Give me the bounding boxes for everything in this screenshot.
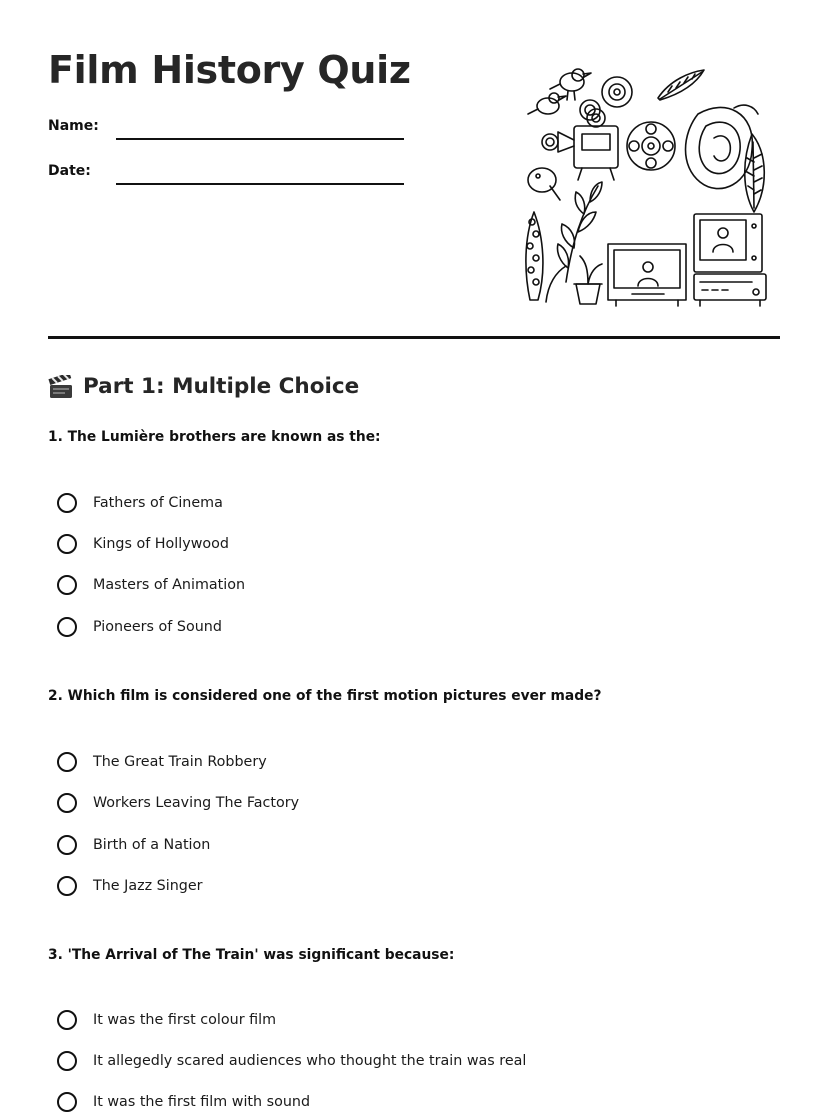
television-icon (608, 244, 686, 306)
film-camera-icon (542, 109, 618, 180)
option-label: It was the first film with sound (93, 1094, 311, 1110)
vcr-icon (694, 274, 766, 306)
option-label: Fathers of Cinema (93, 495, 223, 511)
radio-button[interactable] (57, 1010, 77, 1030)
television-icon (694, 214, 762, 272)
option-label: It allegedly scared audiences who thought the train was real (93, 1053, 527, 1069)
leaf-icon (745, 134, 765, 212)
name-field[interactable] (116, 138, 404, 140)
radio-button[interactable] (57, 1092, 77, 1112)
option-label: Birth of a Nation (93, 837, 211, 853)
page-title: Film History Quiz (48, 48, 411, 92)
option-birth-of-a-nation[interactable] (57, 832, 210, 858)
option-jazz-singer[interactable] (57, 873, 203, 899)
option-pioneers-of-sound[interactable] (57, 614, 222, 640)
option-label: Masters of Animation (93, 577, 246, 593)
question-3: 3. 'The Arrival of The Train' was significant because: (48, 947, 455, 963)
radio-button[interactable] (57, 617, 77, 637)
date-label: Date: (48, 163, 91, 179)
feather-icon (658, 70, 704, 100)
option-label: It was the first colour film (93, 1012, 277, 1028)
option-first-film-with-sound[interactable] (57, 1089, 310, 1115)
potted-plant-icon (574, 256, 602, 304)
option-label: Pioneers of Sound (93, 619, 222, 635)
film-reel-icon (602, 77, 632, 107)
question-2: 2. Which film is considered one of the first motion pictures ever made? (48, 688, 602, 704)
option-label: The Jazz Singer (93, 878, 203, 894)
radio-button[interactable] (57, 876, 77, 896)
option-label: Workers Leaving The Factory (93, 795, 300, 811)
option-great-train-robbery[interactable] (57, 749, 267, 775)
radio-button[interactable] (57, 493, 77, 513)
option-kings-of-hollywood[interactable] (57, 531, 229, 557)
option-first-colour-film[interactable] (57, 1007, 276, 1033)
clapperboard-icon (48, 375, 74, 399)
radio-button[interactable] (57, 835, 77, 855)
bird-icon (550, 69, 591, 100)
radio-button[interactable] (57, 534, 77, 554)
question-1: 1. The Lumière brothers are known as the: (48, 429, 381, 445)
bird-icon (528, 93, 566, 114)
film-equipment-illustration (520, 62, 770, 310)
section-heading (48, 374, 359, 399)
option-label: The Great Train Robbery (93, 754, 267, 770)
option-scared-audiences[interactable] (57, 1048, 526, 1074)
radio-button[interactable] (57, 575, 77, 595)
option-fathers-of-cinema[interactable] (57, 490, 223, 516)
radio-button[interactable] (57, 793, 77, 813)
bird-icon (528, 168, 560, 200)
film-reel-icon (627, 122, 675, 170)
radio-button[interactable] (57, 1051, 77, 1071)
option-masters-of-animation[interactable] (57, 572, 245, 598)
date-field[interactable] (116, 183, 404, 185)
radio-button[interactable] (57, 752, 77, 772)
section-heading-text: Part 1: Multiple Choice (83, 374, 360, 399)
option-workers-leaving-factory[interactable] (57, 790, 299, 816)
option-label: Kings of Hollywood (93, 536, 229, 552)
section-divider (48, 336, 780, 339)
name-label: Name: (48, 118, 99, 134)
